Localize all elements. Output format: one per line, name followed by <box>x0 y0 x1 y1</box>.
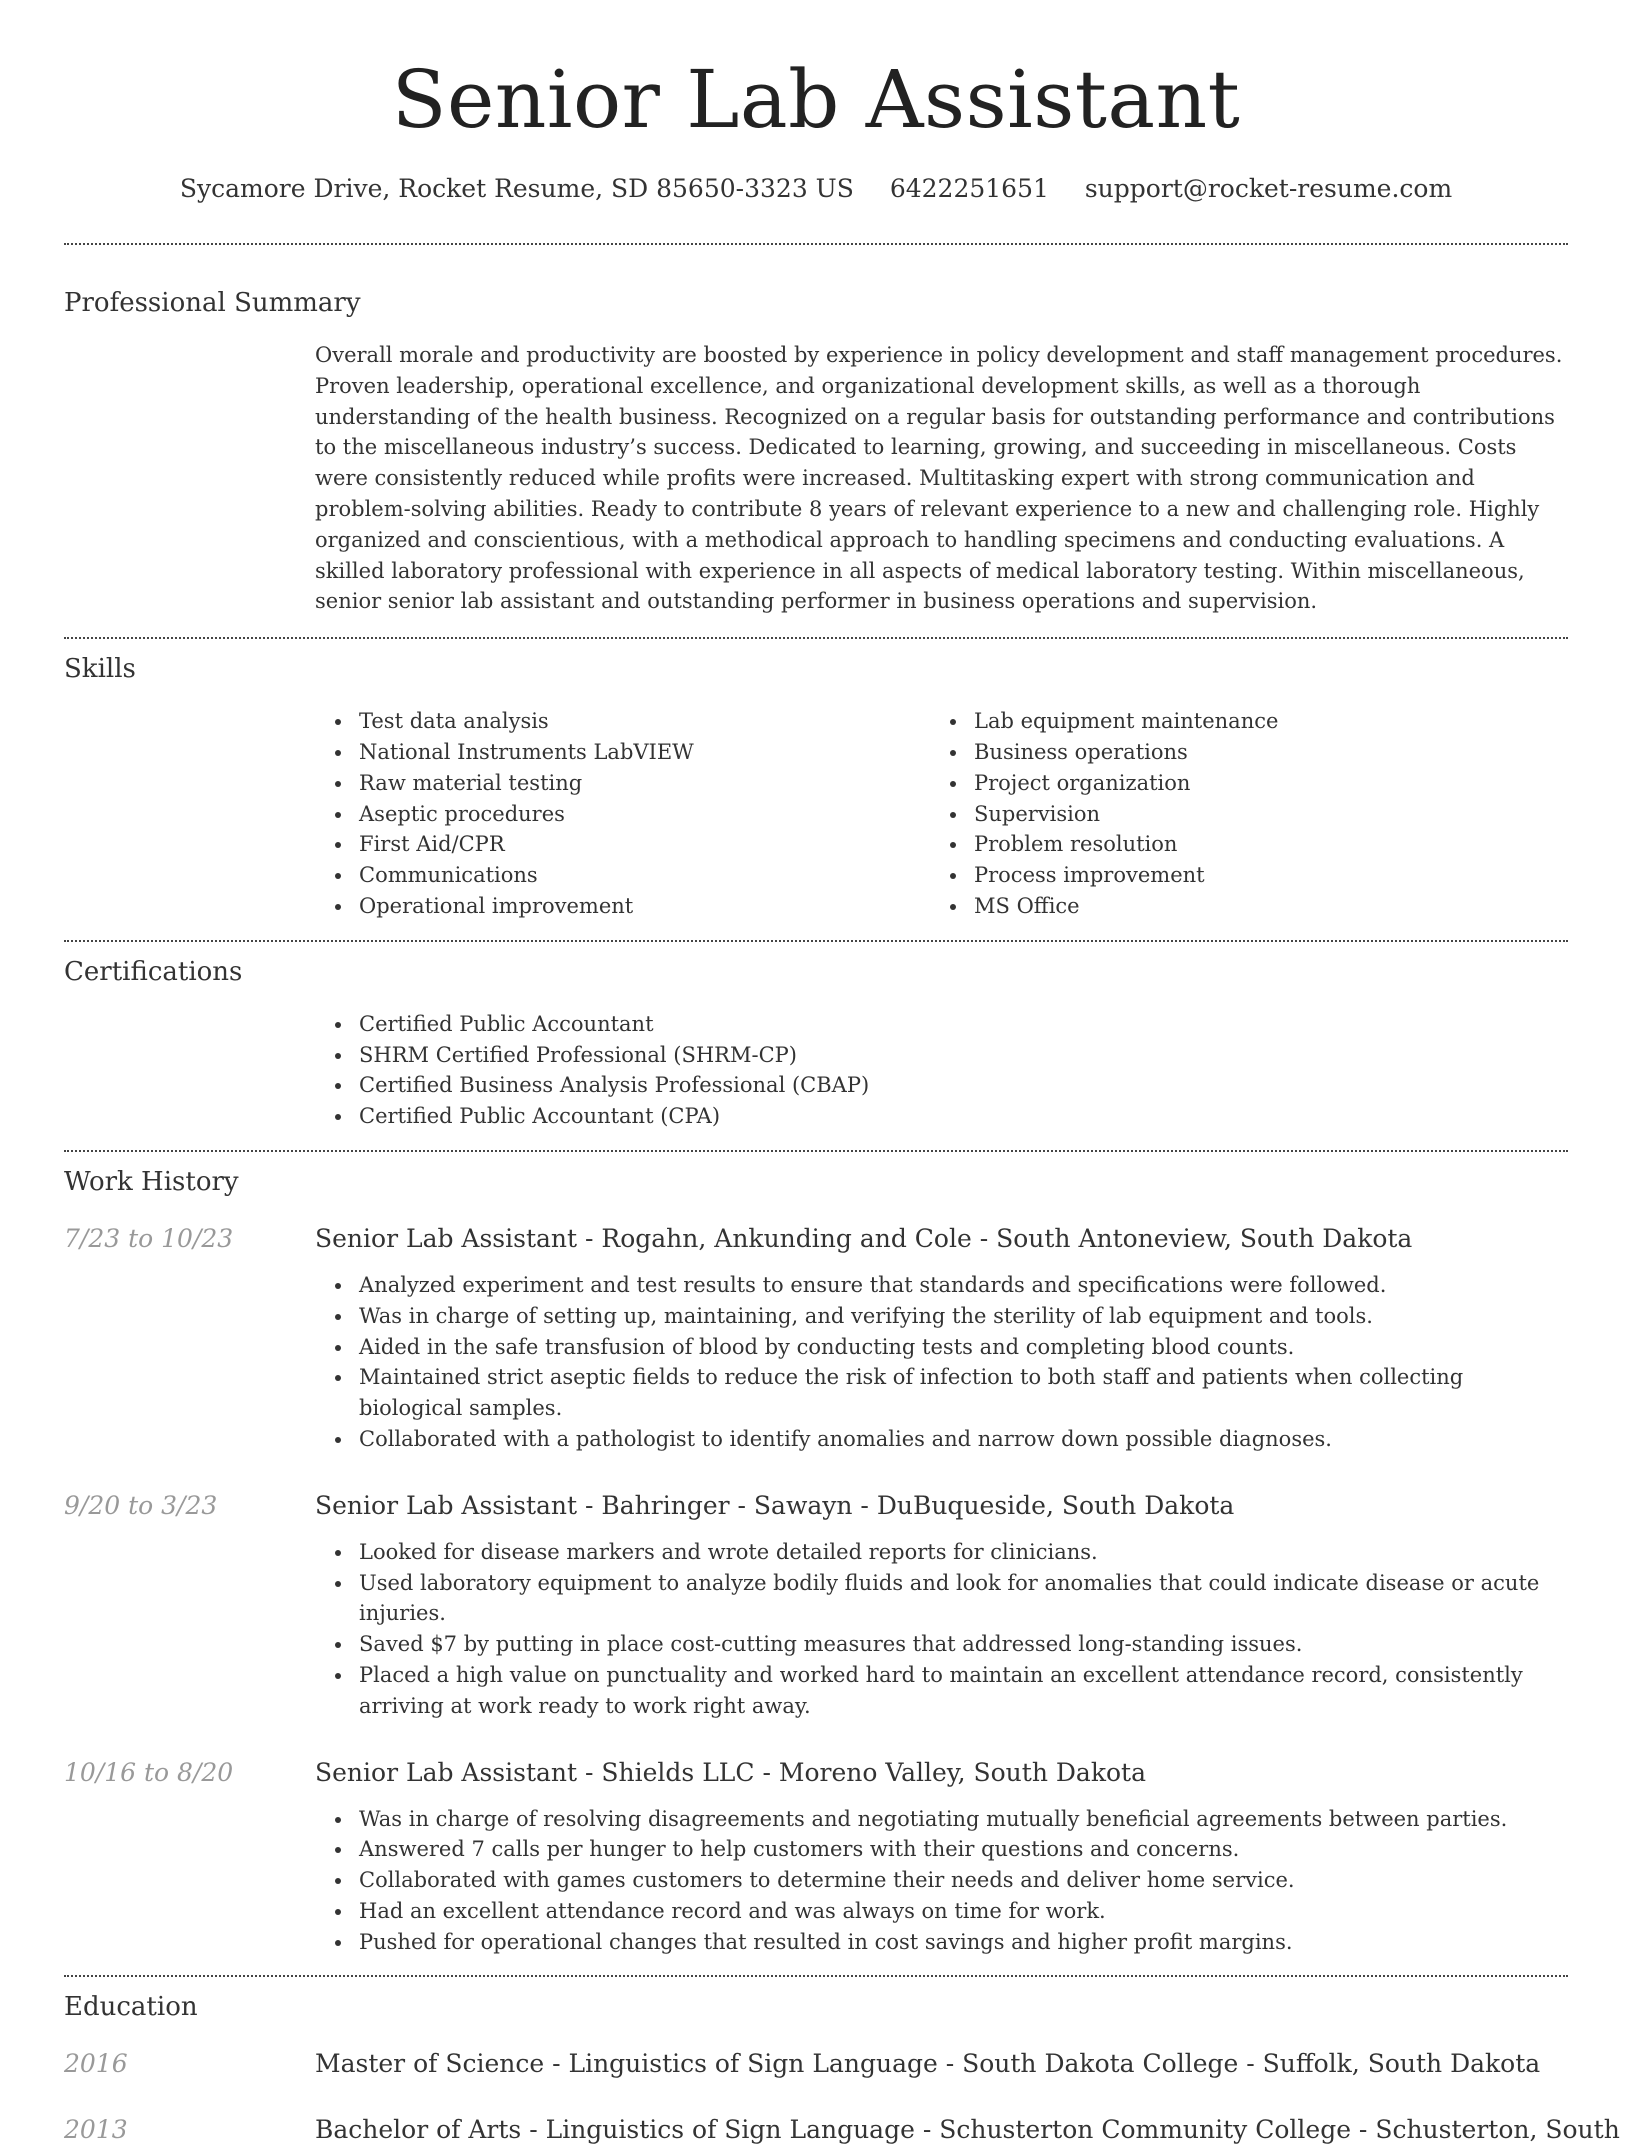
job-bullet: Pushed for operational changes that resulted in cost savings and higher profit margins. <box>359 1927 1568 1958</box>
education-heading: Education <box>64 1992 198 2023</box>
job-dates: 9/20 to 3/23 <box>64 1490 218 1520</box>
job-entry <box>64 1489 1568 1722</box>
summary-heading: Professional Summary <box>64 288 361 318</box>
job-title: Senior Lab Assistant - Bahringer - Sawayn - DuBuqueside, South Dakota <box>315 1490 1235 1520</box>
skill-item: Test data analysis <box>359 706 930 737</box>
skills-body <box>315 706 1568 922</box>
skill-item: Problem resolution <box>974 829 1545 860</box>
job-title: Senior Lab Assistant - Rogahn, Ankunding and Cole - South Antoneview, South Dakota <box>315 1223 1413 1253</box>
summary-text: Overall morale and productivity are boosted by experience in policy development and staff management procedures. Proven leadership, operational excellence, and organizational development skills, as well as a thorough understanding of the health business. Recognized on a regular basis for outstanding performance and contributions to the miscellaneous industry’s success. Dedicated to learning, growing, and succeeding in miscellaneous. Costs were consistently reduced while profits were increased. Multitasking expert with strong communication and problem-solving abilities. Ready to contribute 8 years of relevant experience to a new and challenging role. Highly organized and conscientious, with a methodical approach to handling specimens and conducting evaluations. A skilled laboratory professional with experience in all aspects of medical laboratory testing. Within miscellaneous, senior senior lab assistant and outstanding performer in business operations and supervision. <box>315 343 1563 614</box>
certifications-heading: Certifications <box>64 956 243 987</box>
work-history-section <box>64 1164 1568 1958</box>
skills-list-left <box>315 706 930 922</box>
education-details <box>315 2047 1568 2081</box>
education-title: Master of Science - Linguistics of Sign Language - South Dakota College - Suffolk, South Dakota <box>315 2049 1541 2079</box>
skill-item: Project organization <box>974 768 1545 799</box>
job-bullet: Aided in the safe transfusion of blood by conducting tests and completing blood counts. <box>359 1332 1568 1363</box>
education-year: 2016 <box>64 2049 128 2079</box>
skill-item: Aseptic procedures <box>359 799 930 830</box>
job-bullet: Looked for disease markers and wrote detailed reports for clinicians. <box>359 1537 1568 1568</box>
contact-line <box>0 172 1632 206</box>
summary-body <box>315 340 1568 617</box>
education-year: 2013 <box>64 2115 128 2145</box>
education-title: Bachelor of Arts - Linguistics of Sign Language - Schusterton Community College - Schusterton, South <box>315 2115 1620 2145</box>
job-bullet: Collaborated with a pathologist to identify anomalies and narrow down possible diagnoses. <box>359 1424 1568 1455</box>
certification-item: Certified Business Analysis Professional (CBAP) <box>359 1070 1568 1101</box>
skill-item: Raw material testing <box>359 768 930 799</box>
skill-item: MS Office <box>974 891 1545 922</box>
job-bullet: Was in charge of setting up, maintaining, and verifying the sterility of lab equipment and tools. <box>359 1301 1568 1332</box>
job-entry <box>64 1756 1568 1958</box>
skills-heading: Skills <box>64 654 136 685</box>
contact-email: support@rocket-resume.com <box>1084 174 1453 203</box>
summary-section <box>64 285 1568 617</box>
section-divider <box>64 1975 1568 1977</box>
certifications-list <box>315 1009 1568 1132</box>
section-divider <box>64 637 1568 639</box>
certification-item: SHRM Certified Professional (SHRM-CP) <box>359 1040 1568 1071</box>
skills-section <box>64 651 1568 922</box>
job-bullet: Saved $7 by putting in place cost-cutting measures that addressed long-standing issues. <box>359 1629 1568 1660</box>
skill-item: Lab equipment maintenance <box>974 706 1545 737</box>
job-bullets <box>315 1804 1568 1958</box>
candidate-name: Senior Lab Assistant <box>391 53 1241 146</box>
education-details <box>315 2113 1620 2147</box>
education-section <box>64 1989 1620 2147</box>
job-bullet: Maintained strict aseptic fields to reduce the risk of infection to both staff and patients when collecting biological samples. <box>359 1362 1568 1424</box>
skills-list-right <box>930 706 1545 922</box>
job-details <box>315 1756 1568 1958</box>
job-bullets <box>315 1537 1568 1722</box>
skill-item: First Aid/CPR <box>359 829 930 860</box>
job-bullets <box>315 1270 1568 1455</box>
job-bullet: Answered 7 calls per hunger to help customers with their questions and concerns. <box>359 1834 1568 1865</box>
contact-phone: 6422251651 <box>889 174 1049 203</box>
section-divider <box>64 1150 1568 1152</box>
certification-item: Certified Public Accountant <box>359 1009 1568 1040</box>
job-dates: 10/16 to 8/20 <box>64 1757 234 1787</box>
education-entry <box>64 2113 1620 2147</box>
certification-item: Certified Public Accountant (CPA) <box>359 1101 1568 1132</box>
education-entry <box>64 2047 1568 2081</box>
certifications-section <box>64 954 1568 1132</box>
skill-item: Communications <box>359 860 930 891</box>
skill-item: Operational improvement <box>359 891 930 922</box>
job-details <box>315 1222 1568 1455</box>
job-entry <box>64 1222 1568 1455</box>
section-divider <box>64 243 1568 245</box>
skill-item: National Instruments LabVIEW <box>359 737 930 768</box>
resume-header <box>0 0 1632 206</box>
certifications-body <box>315 1009 1568 1132</box>
job-bullet: Collaborated with games customers to determine their needs and deliver home service. <box>359 1865 1568 1896</box>
skills-columns <box>315 706 1568 922</box>
section-divider <box>64 940 1568 942</box>
contact-address: Sycamore Drive, Rocket Resume, SD 85650-3323 US <box>179 174 854 203</box>
skill-item: Process improvement <box>974 860 1545 891</box>
skill-item: Supervision <box>974 799 1545 830</box>
skill-item: Business operations <box>974 737 1545 768</box>
job-bullet: Was in charge of resolving disagreements and negotiating mutually beneficial agreements between parties. <box>359 1804 1568 1835</box>
job-dates: 7/23 to 10/23 <box>64 1223 234 1253</box>
job-bullet: Used laboratory equipment to analyze bodily fluids and look for anomalies that could indicate disease or acute injuries. <box>359 1568 1568 1630</box>
job-bullet: Analyzed experiment and test results to ensure that standards and specifications were followed. <box>359 1270 1568 1301</box>
work-history-heading: Work History <box>64 1166 239 1197</box>
job-title: Senior Lab Assistant - Shields LLC - Moreno Valley, South Dakota <box>315 1757 1146 1787</box>
job-bullet: Had an excellent attendance record and was always on time for work. <box>359 1896 1568 1927</box>
job-bullet: Placed a high value on punctuality and worked hard to maintain an excellent attendance record, consistently arriving at work ready to work right away. <box>359 1660 1568 1722</box>
job-details <box>315 1489 1568 1722</box>
